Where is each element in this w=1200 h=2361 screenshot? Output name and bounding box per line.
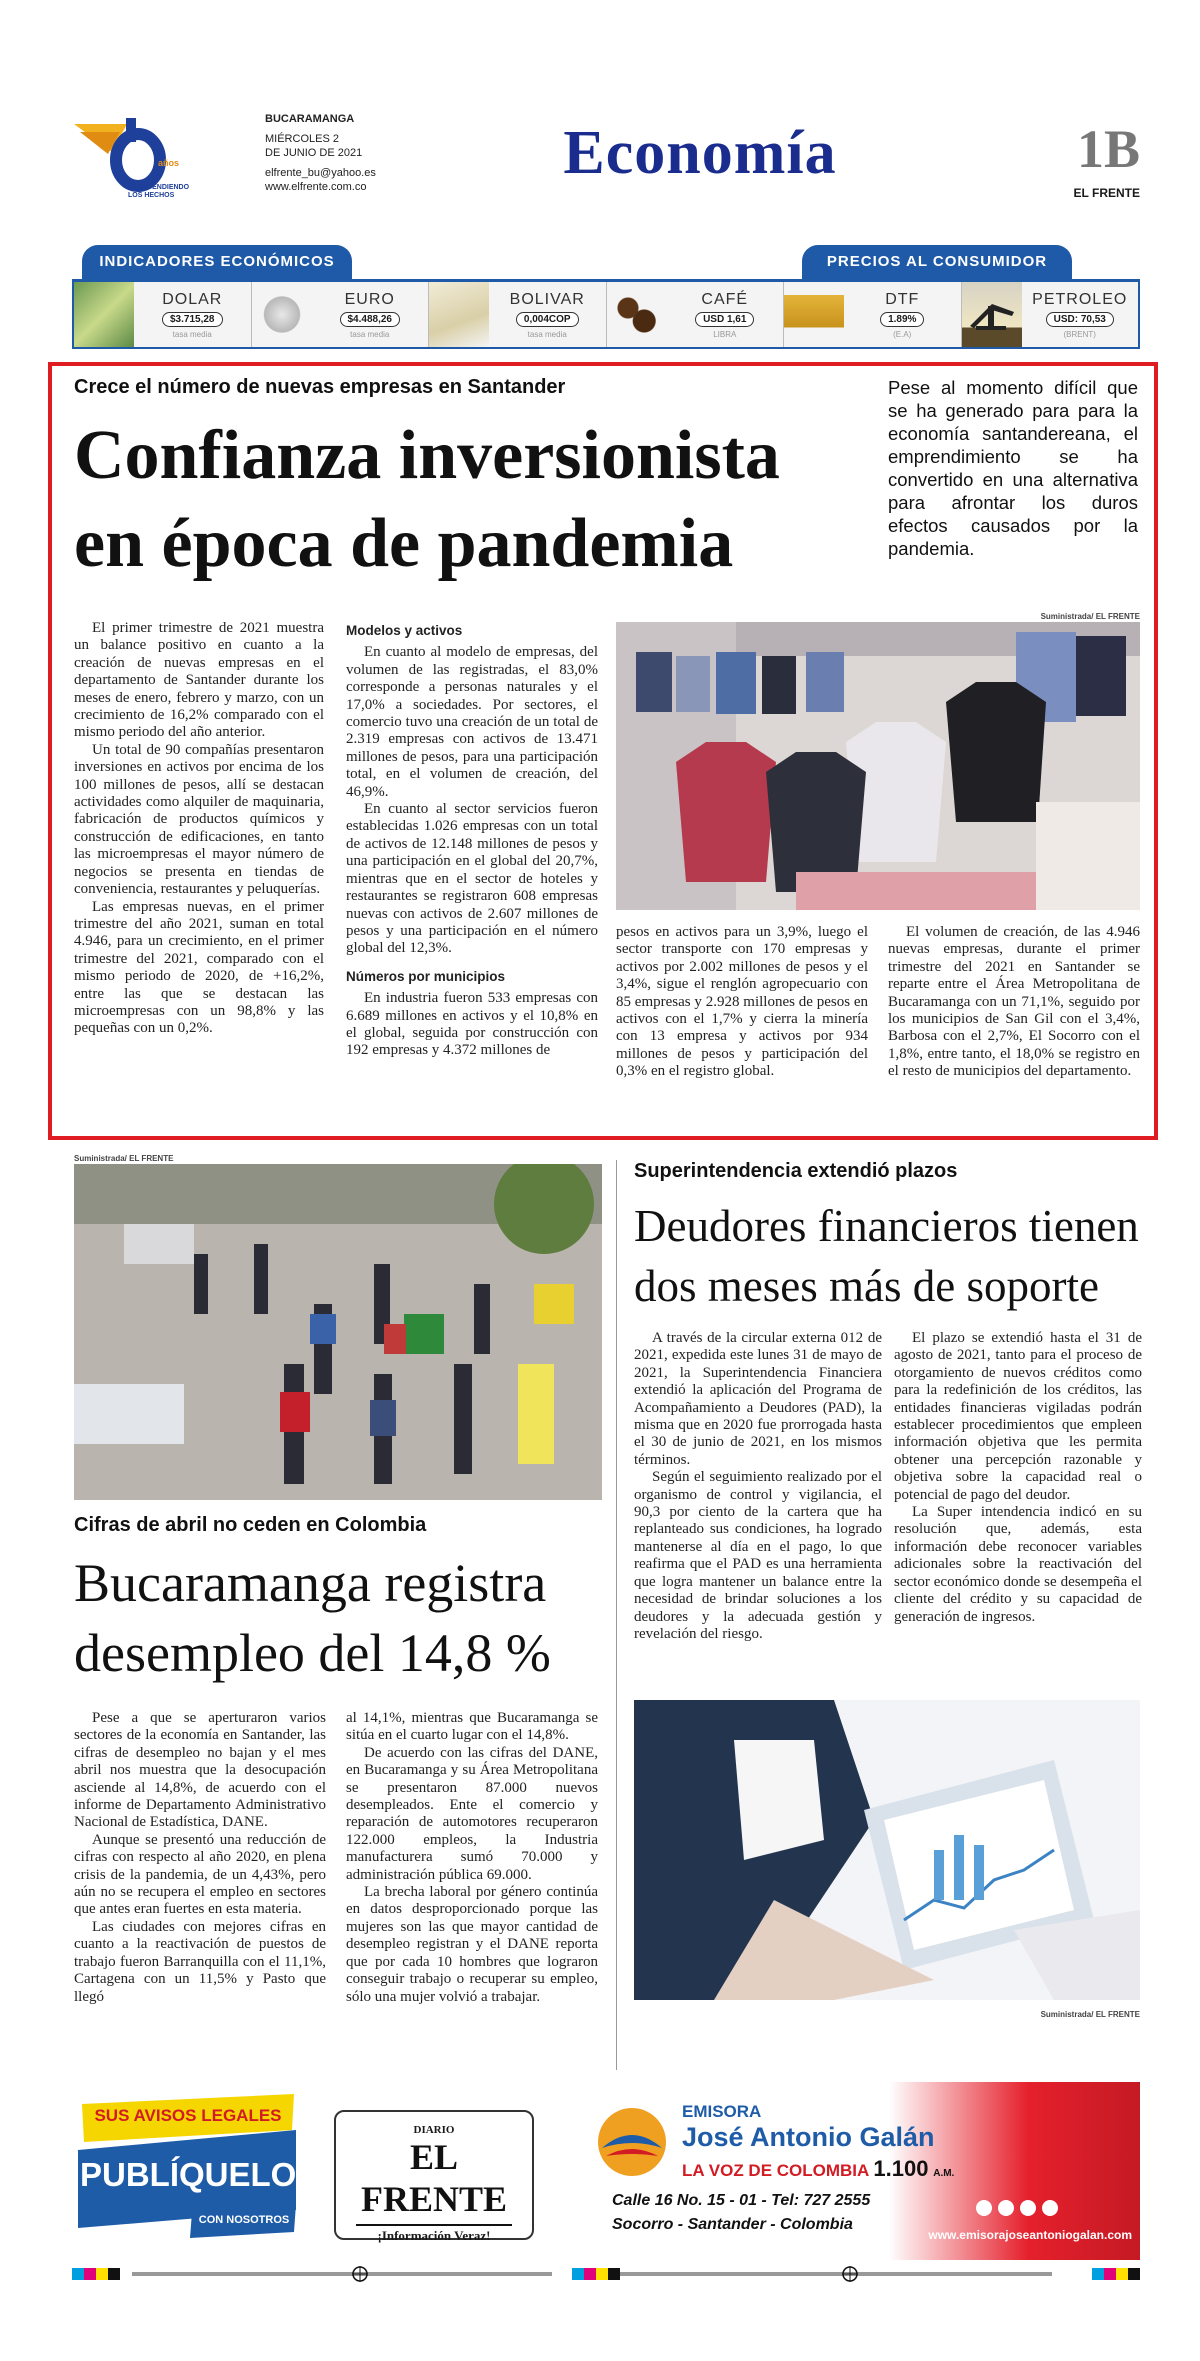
radio-website[interactable]: www.emisorajoseantoniogalan.com bbox=[928, 2228, 1132, 2242]
laptop-photo-credit: Suministrada/ EL FRENTE bbox=[1040, 2010, 1140, 2019]
main-story-headline bbox=[74, 412, 874, 588]
debtors-headline-line2: dos meses más de soporte bbox=[634, 1261, 1099, 1311]
debtors-col2 bbox=[894, 1330, 1142, 1626]
radio-address: Calle 16 No. 15 - 01 - Tel: 727 2555 bbox=[612, 2192, 871, 2209]
page-number: 1B bbox=[1076, 119, 1140, 179]
paragraph: Según el seguimiento realizado por el organismo de control y vigilancia, el 90,3 por ciento de la cartera que ha replanteado sus condiciones, ha logrado mantenerse al día en el pago, lo que reafirma que el PAD es una herramienta que logra mantener un balance entre la necesidad de brindar soluciones a los deudores y la adecuada gestión y revelación del riesgo. bbox=[634, 1469, 882, 1642]
main-headline-line1: Confianza inversionista bbox=[74, 417, 780, 494]
indicator-note: LIBRA bbox=[713, 329, 737, 339]
street-photo-credit: Suministrada/ EL FRENTE bbox=[74, 1154, 174, 1163]
indicator-name: DTF bbox=[885, 290, 920, 308]
paragraph: En industria fueron 533 empresas con 6.689 millones en activos y el 10,8% en el global, seguida por construcción con 192 empresas y 4.372 millones de bbox=[346, 990, 598, 1059]
radio-slogan: LA VOZ DE COLOMBIA bbox=[682, 2161, 869, 2180]
paragraph: Pese a que se aperturaron varios sectores de la economía en Santander, las cifras de desempleo no bajan y el mes abril nos muestra que la desocupación asciende al 14,8%, de acuerdo con el informe de Departamento Administrativo Nacional de Estadística, DANE. bbox=[74, 1710, 326, 1831]
unemployment-headline-line2: desempleo del 14,8 % bbox=[74, 1623, 551, 1683]
debtors-headline bbox=[634, 1196, 1154, 1316]
indicator-dtf bbox=[784, 282, 962, 347]
indicator-euro bbox=[252, 282, 430, 347]
ad-mid-tag: ¡Información Veraz! bbox=[356, 2224, 512, 2244]
laptop-charts-photo bbox=[634, 1700, 1140, 2000]
legal-notices-ad[interactable] bbox=[72, 2090, 319, 2240]
indicator-note: tasa media bbox=[527, 329, 567, 339]
unemployment-headline-line1: Bucaramanga registra bbox=[74, 1553, 547, 1613]
indicator-value: USD 1,61 bbox=[695, 312, 754, 327]
newspaper-anniversary-logo bbox=[72, 112, 192, 202]
ad-mid-big: EL FRENTE bbox=[360, 2137, 508, 2219]
debtors-kicker: Superintendencia extendió plazos bbox=[634, 1160, 958, 1182]
indicator-value: USD: 70,53 bbox=[1046, 312, 1114, 327]
indicator-coffee bbox=[607, 282, 785, 347]
unemployment-col2 bbox=[346, 1710, 598, 2006]
indicator-value: 0,004COP bbox=[516, 312, 579, 327]
ad-mid-small: DIARIO bbox=[413, 2124, 455, 2136]
main-photo-credit: Suministrada/ EL FRENTE bbox=[1040, 612, 1140, 621]
paragraph: En cuanto al modelo de empresas, del volumen de las registradas, el 83,0% corresponde a personas naturales y el 17,0% a sociedades. Por sectores, el comercio tuvo una creación de un total de 2.319 empresas con activos de 13.471 millones de pesos, para una participación total, en el volumen de creación, del 46,9%. bbox=[346, 644, 598, 800]
main-story-col2 bbox=[346, 618, 598, 1060]
street-vendors-photo bbox=[74, 1164, 602, 1500]
euro-coin-icon bbox=[252, 282, 312, 347]
page-brand: EL FRENTE bbox=[1073, 186, 1140, 200]
indicators-row bbox=[72, 279, 1140, 349]
paragraph: Las empresas nuevas, en el primer trimestre del año 2021, suman en total 4.946, para un crecimiento, en el primer trimestre del 2021, comparado con el mismo periodo de 2020, de +16,2%, entre las que se destacan las microempresas con un 98,8% y las pequeñas con un 0,2%. bbox=[74, 898, 324, 1037]
contact-email[interactable]: elfrente_bu@yahoo.es bbox=[265, 167, 376, 179]
indicator-note: (E.A) bbox=[893, 329, 912, 339]
indicators-tab-title: INDICADORES ECONÓMICOS bbox=[82, 245, 352, 279]
unemployment-headline bbox=[74, 1548, 614, 1688]
paragraph: En cuanto al sector servicios fueron establecidas 1.026 empresas con un total de activos de 12.148 millones de pesos y una participación en el global del 20,7%, mientras que en el sector de hoteles y restaurantes se registraron 608 empresas nuevas con activos de 2.607 millones de pesos y una participación en el número global del 12,3%. bbox=[346, 801, 598, 957]
unemployment-kicker: Cifras de abril no ceden en Colombia bbox=[74, 1514, 427, 1536]
dollar-bills-icon bbox=[74, 282, 134, 347]
paragraph: al 14,1%, mientras que Bucaramanga se sitúa en el cuarto lugar con el 14,8%. bbox=[346, 1710, 598, 1744]
main-story-col4 bbox=[888, 924, 1140, 1081]
advertisement-banner[interactable] bbox=[72, 2082, 1140, 2260]
twitter-icon[interactable] bbox=[1020, 2200, 1036, 2216]
facebook-icon[interactable] bbox=[976, 2200, 992, 2216]
column-divider bbox=[616, 1160, 617, 2070]
paragraph: Aunque se presentó una reducción de cifras con respecto al año 2020, en plena crisis de la pandemia, de un 4,43%, pero aún no se recupera el empleo en sectores que antes eran fuertes en esta materia. bbox=[74, 1831, 326, 1918]
instagram-icon[interactable] bbox=[1042, 2200, 1058, 2216]
paragraph: Un total de 90 compañías presentaron inversiones en activos por encima de los 100 millones de pesos, allí se destacan actividades como alquiler de maquinaria, fabricación de productos químicos y construcción de edificaciones, en tanto las microempresas el mayor número de negocios se presenta en tiendas de conveniencia, restaurantes y peluquerías. bbox=[74, 741, 324, 898]
paragraph: pesos en activos para un 3,9%, luego el sector transporte con 170 empresas y activos por 2.002 millones de pesos y el 3,4%, sigue el renglón agropecuario con 85 empresas y 2.928 millones de pesos en activos con el 1,7% y cierra la minería con 13 empresa y activos por 934 millones de pesos y participación del 0,3% en el registro global. bbox=[616, 924, 868, 1080]
radio-label: EMISORA bbox=[682, 2102, 762, 2121]
ad-legal-big: PUBLÍQUELOS bbox=[80, 2156, 319, 2193]
indicator-note: tasa media bbox=[172, 329, 212, 339]
logo-slogan: TRASCENDIENDO LOS HECHOS bbox=[128, 184, 190, 199]
paragraph: La Super intendencia indicó en su resolución que, además, esta información debe reconocer variables adicionales sobre la reactivación del sector económico donde se desempeña el cliente del crédito y su capacidad de generación de ingresos. bbox=[894, 1504, 1142, 1625]
indicator-value: $4.488,26 bbox=[340, 312, 401, 327]
indicator-oil bbox=[962, 282, 1139, 347]
main-story-lead: Pese al momento difícil que se ha generado para para la economía santandereana, el emprendimiento se ha convertido en una alternativa para afrontar los duros efectos causados por la pandemia. bbox=[888, 377, 1138, 559]
indicator-name: DOLAR bbox=[162, 290, 223, 308]
debtors-headline-line1: Deudores financieros tienen bbox=[634, 1201, 1139, 1251]
indicator-value: $3.715,28 bbox=[162, 312, 223, 327]
paragraph: La brecha laboral por género continúa en datos desproporcionado porque las mujeres son las que mayor cantidad de desempleo registran y el DANE reporta que por cada 10 hombres que lograron conseguir trabajo o recuperar su empleo, sólo una mujer volvió a trabajar. bbox=[346, 1884, 598, 2005]
main-story-kicker: Crece el número de nuevas empresas en Santander bbox=[74, 376, 566, 398]
radio-slogan-line bbox=[682, 2156, 954, 2182]
logo-years-text: años bbox=[158, 158, 180, 168]
unemployment-col1 bbox=[74, 1710, 326, 2006]
section-title: Economía bbox=[563, 119, 837, 187]
indicator-value: 1.89% bbox=[880, 312, 924, 327]
coffee-beans-icon bbox=[607, 282, 667, 347]
paragraph: Las ciudades con mejores cifras en cuanto a la reactivación de puestos de trabajo fueron Barranquilla con el 11,1%, Cartagena con un 11,5% y Pasto que llegó bbox=[74, 1918, 326, 2005]
paragraph: El plazo se extendió hasta el 31 de agosto de 2021, tanto para el proceso de otorgamiento de nuevos créditos como para la redefinición de los créditos, las entidades financieras vigiladas podrán establecer procedimientos que empleen información objetiva que les permita obtener una percepción razonable y objetiva sobre la capacidad real o potencial de pago del deudor. bbox=[894, 1330, 1142, 1503]
main-story-col3 bbox=[616, 924, 868, 1081]
economic-indicators-strip bbox=[72, 245, 1140, 355]
consumer-prices-tab-title: PRECIOS AL CONSUMIDOR bbox=[802, 245, 1072, 279]
oil-pump-icon bbox=[962, 282, 1022, 347]
edition-date-line2: DE JUNIO DE 2021 bbox=[265, 147, 363, 159]
radio-frequency: 1.100 bbox=[873, 2156, 929, 2181]
clothing-store-photo bbox=[616, 622, 1140, 910]
radio-station-ad[interactable] bbox=[582, 2082, 1140, 2260]
debtors-col1 bbox=[634, 1330, 882, 1643]
indicator-bolivar bbox=[429, 282, 607, 347]
contact-website[interactable]: www.elfrente.com.co bbox=[265, 181, 367, 193]
radio-logo-icon bbox=[592, 2102, 672, 2182]
el-frente-ad[interactable] bbox=[334, 2110, 534, 2243]
paragraph: El primer trimestre de 2021 muestra un balance positivo en cuanto a la creación de nuevas empresas en el departamento de Santander durante los meses de enero, febrero y marzo, con un crecimiento de 16,2% comparado con el mismo periodo del año anterior. bbox=[74, 620, 324, 741]
radio-social-icons bbox=[976, 2200, 1058, 2216]
main-story-col1 bbox=[74, 620, 324, 1038]
subhead-models: Modelos y activos bbox=[346, 623, 463, 638]
edition-date-line1: MIÉRCOLES 2 bbox=[265, 133, 339, 145]
subhead-municipios: Números por municipios bbox=[346, 968, 506, 984]
indicator-name: BOLIVAR bbox=[509, 290, 585, 308]
edition-meta bbox=[265, 112, 425, 194]
indicator-note: tasa media bbox=[350, 329, 390, 339]
radio-band: A.M. bbox=[933, 2168, 955, 2179]
edition-city: BUCARAMANGA bbox=[265, 113, 355, 125]
bolivar-bills-icon bbox=[429, 282, 489, 347]
paragraph: El volumen de creación, de las 4.946 nuevas empresas, durante el primer trimestre del 2021 en Santander se reparte entre el Área Metropolitana de Bucaramanga con un 71,1%, seguido por los municipios de San Gil con el 3,4%, Barbosa con el 2,7%, El Socorro con el 1,8%, entre tanto, el 18,0% se registro en el resto de municipios del departamento. bbox=[888, 924, 1140, 1080]
print-registration-bar bbox=[72, 2264, 1140, 2284]
paragraph: De acuerdo con las cifras del DANE, en Bucaramanga y su Área Metropolitana se presentaron 87.000 nuevos desempleados. Ente el comercio y reparación de automotores recuperaron 122.000 empleos, la Industria manufacturera sumó 70.000 y administración pública 69.000. bbox=[346, 1744, 598, 1883]
paragraph: A través de la circular externa 012 de 2021, expedida este lunes 31 de mayo de 2021, la Superintendencia Financiera extendió la aplicación del Programa de Acompañamiento a Deudores (PAD), la misma que en 2020 fue prorrogada hasta el 30 de junio de 2021, en los mismos términos. bbox=[634, 1330, 882, 1468]
indicator-name: EURO bbox=[344, 290, 395, 308]
ad-legal-small: CON NOSOTROS bbox=[198, 2214, 290, 2226]
radio-name: José Antonio Galán bbox=[682, 2122, 935, 2152]
ad-legal-top: SUS AVISOS LEGALES bbox=[94, 2106, 282, 2125]
indicator-note: (BRENT) bbox=[1063, 329, 1096, 339]
indicator-name: PETROLEO bbox=[1032, 290, 1128, 308]
radio-city: Socorro - Santander - Colombia bbox=[612, 2216, 853, 2233]
indicator-dollar bbox=[74, 282, 252, 347]
youtube-icon[interactable] bbox=[998, 2200, 1014, 2216]
main-headline-line2: en época de pandemia bbox=[74, 505, 734, 582]
gold-coins-icon bbox=[784, 282, 844, 347]
indicator-name: CAFÉ bbox=[701, 290, 749, 308]
